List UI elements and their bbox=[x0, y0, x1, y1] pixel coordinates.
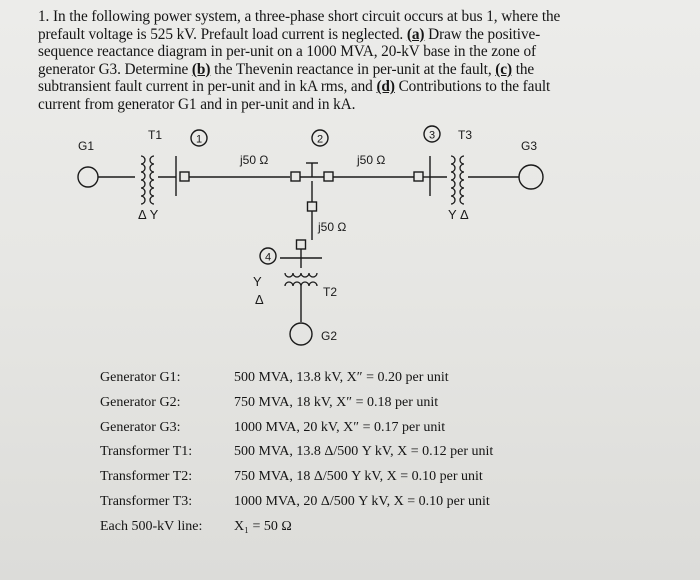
param-label: Transformer T2: bbox=[100, 469, 193, 485]
t3-connection-label: Y Δ bbox=[448, 207, 469, 222]
line23-impedance: j50 Ω bbox=[357, 153, 386, 167]
param-label: Generator G2: bbox=[100, 394, 181, 410]
t3-transformer-symbol bbox=[451, 156, 464, 204]
bus4-number: 4 bbox=[264, 251, 272, 264]
t1-label: T1 bbox=[148, 128, 163, 142]
t2-label: T2 bbox=[323, 285, 338, 299]
g3-generator-symbol bbox=[519, 165, 543, 189]
param-label: Generator G1: bbox=[100, 370, 181, 385]
breaker-bus2-left bbox=[291, 172, 300, 181]
g2-generator-symbol bbox=[290, 323, 312, 345]
part-c-label: (c) bbox=[495, 60, 512, 78]
bus1-number: 1 bbox=[195, 133, 203, 146]
part-b-text: the Thevenin reactance in per-unit at the fault, bbox=[214, 60, 492, 78]
line12-impedance: j50 Ω bbox=[240, 153, 269, 167]
part-a-label: (a) bbox=[406, 25, 425, 43]
param-value: 750 MVA, 18 Δ/500 Y kV, X = 0.10 per unit bbox=[234, 469, 483, 485]
param-label: Generator G3: bbox=[100, 419, 181, 435]
param-value: 500 MVA, 13.8 Δ/500 Y kV, X = 0.12 per unit bbox=[234, 444, 494, 460]
param-label: Transformer T1: bbox=[100, 444, 193, 460]
param-value: 500 MVA, 13.8 kV, X″ = 0.20 per unit bbox=[234, 370, 449, 385]
param-row bbox=[100, 519, 620, 544]
param-label: Transformer T3: bbox=[100, 493, 193, 509]
breaker-bus2-right bbox=[324, 172, 333, 181]
breaker-bus1 bbox=[180, 172, 189, 181]
t1-connection-label: Δ Y bbox=[138, 207, 159, 222]
breaker-bus3 bbox=[414, 172, 423, 181]
problem-number: 1. bbox=[38, 8, 50, 25]
g1-label: G1 bbox=[78, 139, 95, 153]
param-row bbox=[100, 370, 620, 395]
t2-conn-delta: Δ bbox=[255, 292, 264, 307]
part-d-text: Contributions to the fault current from generator G1 and in per-unit and in kA. bbox=[38, 78, 551, 113]
g3-label: G3 bbox=[521, 139, 538, 153]
part-a-text: Draw the positive-sequence reactance diagram in per-unit on a 1000 MVA, 20-kV base in the zone of generator G3. Determine bbox=[38, 25, 541, 78]
part-c-text: the subtransient fault current in per-unit and in kA rms, and bbox=[38, 60, 535, 96]
g1-generator-symbol bbox=[78, 167, 98, 187]
param-value: 1000 MVA, 20 Δ/500 Y kV, X = 0.10 per unit bbox=[234, 493, 490, 509]
t2-conn-y: Y bbox=[253, 274, 262, 289]
problem-statement bbox=[38, 8, 586, 114]
param-value: 1000 MVA, 20 kV, X″ = 0.17 per unit bbox=[234, 419, 446, 435]
param-label: Each 500-kV line: bbox=[100, 518, 203, 534]
t1-transformer-symbol bbox=[141, 156, 154, 204]
one-line-diagram bbox=[0, 118, 700, 363]
param-value: 750 MVA, 18 kV, X″ = 0.18 per unit bbox=[234, 394, 439, 410]
part-b-label: (b) bbox=[191, 60, 211, 78]
param-row bbox=[100, 469, 620, 494]
breaker-bus2-down bbox=[308, 202, 317, 211]
param-row bbox=[100, 395, 620, 420]
breaker-bus4 bbox=[297, 240, 306, 249]
param-value: X₁ = 50 Ω bbox=[234, 518, 292, 534]
bus2-number: 2 bbox=[316, 133, 324, 146]
bus3-number: 3 bbox=[428, 129, 436, 142]
param-row bbox=[100, 420, 620, 445]
problem-intro: In the following power system, a three-phase short circuit occurs at bus 1, where the prefault voltage is 525 kV. Prefault load current is neglected. bbox=[38, 8, 561, 43]
equipment-data-table bbox=[100, 370, 620, 544]
param-row bbox=[100, 444, 620, 469]
line24-impedance: j50 Ω bbox=[318, 220, 347, 234]
g2-label: G2 bbox=[321, 329, 338, 343]
t2-transformer-symbol bbox=[285, 273, 317, 286]
t3-label: T3 bbox=[458, 128, 473, 142]
part-d-label: (d) bbox=[376, 78, 395, 96]
param-row bbox=[100, 494, 620, 519]
